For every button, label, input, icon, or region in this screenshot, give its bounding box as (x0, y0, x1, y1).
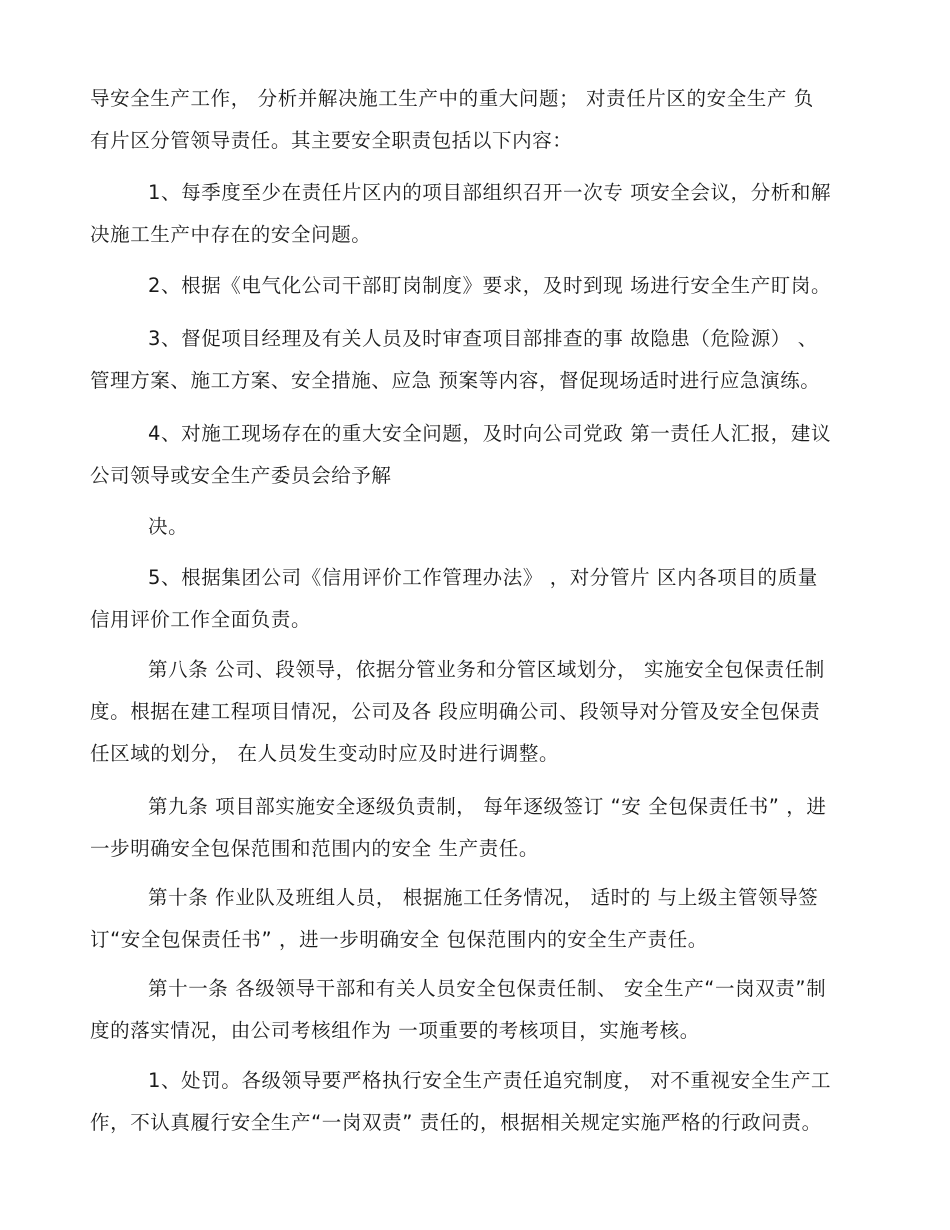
paragraph-intro (90, 78, 860, 162)
text-line: 订“安全包保责任书” ，进一步明确安全 包保范围内的安全生产责任。 (90, 928, 708, 951)
paragraph-item-3 (90, 318, 860, 402)
text-line: 决。 (148, 515, 189, 538)
text-line: 导安全生产工作， 分析并解决施工生产中的重大问题； 对责任片区的安全生产 负 (90, 87, 814, 110)
text-line: 第十一条 各级领导干部和有关人员安全包保责任制、 安全生产“一岗双责”制 (148, 977, 827, 1000)
paragraph-item-4-continued (90, 506, 860, 548)
paragraph-article-9 (90, 786, 860, 870)
paragraph-article-8 (90, 649, 860, 775)
text-line: 2、根据《电气化公司干部盯岗制度》要求，及时到现 场进行安全生产盯岗。 (148, 274, 832, 297)
paragraph-item-2 (90, 265, 860, 307)
text-line: 5、根据集团公司《信用评价工作管理办法》 ，对分管片 区内各项目的质量 (148, 566, 818, 589)
text-line: 度的落实情况，由公司考核组作为 一项重要的考核项目，实施考核。 (90, 1019, 700, 1042)
text-line: 公司领导或安全生产委员会给予解 (90, 464, 392, 487)
paragraph-item-4 (90, 413, 860, 497)
text-line: 管理方案、施工方案、安全措施、应急 预案等内容，督促现场适时进行应急演练。 (90, 369, 821, 392)
text-line: 度。根据在建工程项目情况，公司及各 段应明确公司、段领导对分管及安全包保责 (90, 700, 821, 723)
paragraph-penalty (90, 1060, 860, 1144)
paragraph-item-1 (90, 172, 860, 256)
text-line: 3、督促项目经理及有关人员及时审查项目部排查的事 故隐患（危险源） 、 (148, 327, 818, 350)
text-line: 信用评价工作全面负责。 (90, 608, 312, 631)
text-line: 4、对施工现场存在的重大安全问题，及时向公司党政 第一责任人汇报，建议 (148, 422, 832, 445)
text-line: 决施工生产中存在的安全问题。 (90, 223, 372, 246)
text-line: 第九条 项目部实施安全逐级负责制， 每年逐级签订 “安 全包保责任书” ，进 (148, 795, 827, 818)
text-line: 任区域的划分， 在人员发生变动时应及时进行调整。 (90, 742, 560, 765)
text-line: 作，不认真履行安全生产“一岗双责” 责任的，根据相关规定实施严格的行政问责。 (90, 1111, 822, 1134)
paragraph-item-5 (90, 557, 860, 641)
paragraph-article-11 (90, 968, 860, 1052)
text-line: 有片区分管领导责任。其主要安全职责包括以下内容： (90, 129, 573, 152)
text-line: 一步明确安全包保范围和范围内的安全 生产责任。 (90, 837, 539, 860)
text-line: 第十条 作业队及班组人员， 根据施工任务情况， 适时的 与上级主管领导签 (148, 886, 819, 909)
text-line: 1、每季度至少在责任片区内的项目部组织召开一次专 项安全会议，分析和解 (148, 181, 832, 204)
paragraph-article-10 (90, 877, 860, 961)
text-line: 第八条 公司、段领导，依据分管业务和分管区域划分， 实施安全包保责任制 (148, 658, 825, 681)
text-line: 1、处罚。各级领导要严格执行安全生产责任追究制度， 对不重视安全生产工 (148, 1069, 832, 1092)
